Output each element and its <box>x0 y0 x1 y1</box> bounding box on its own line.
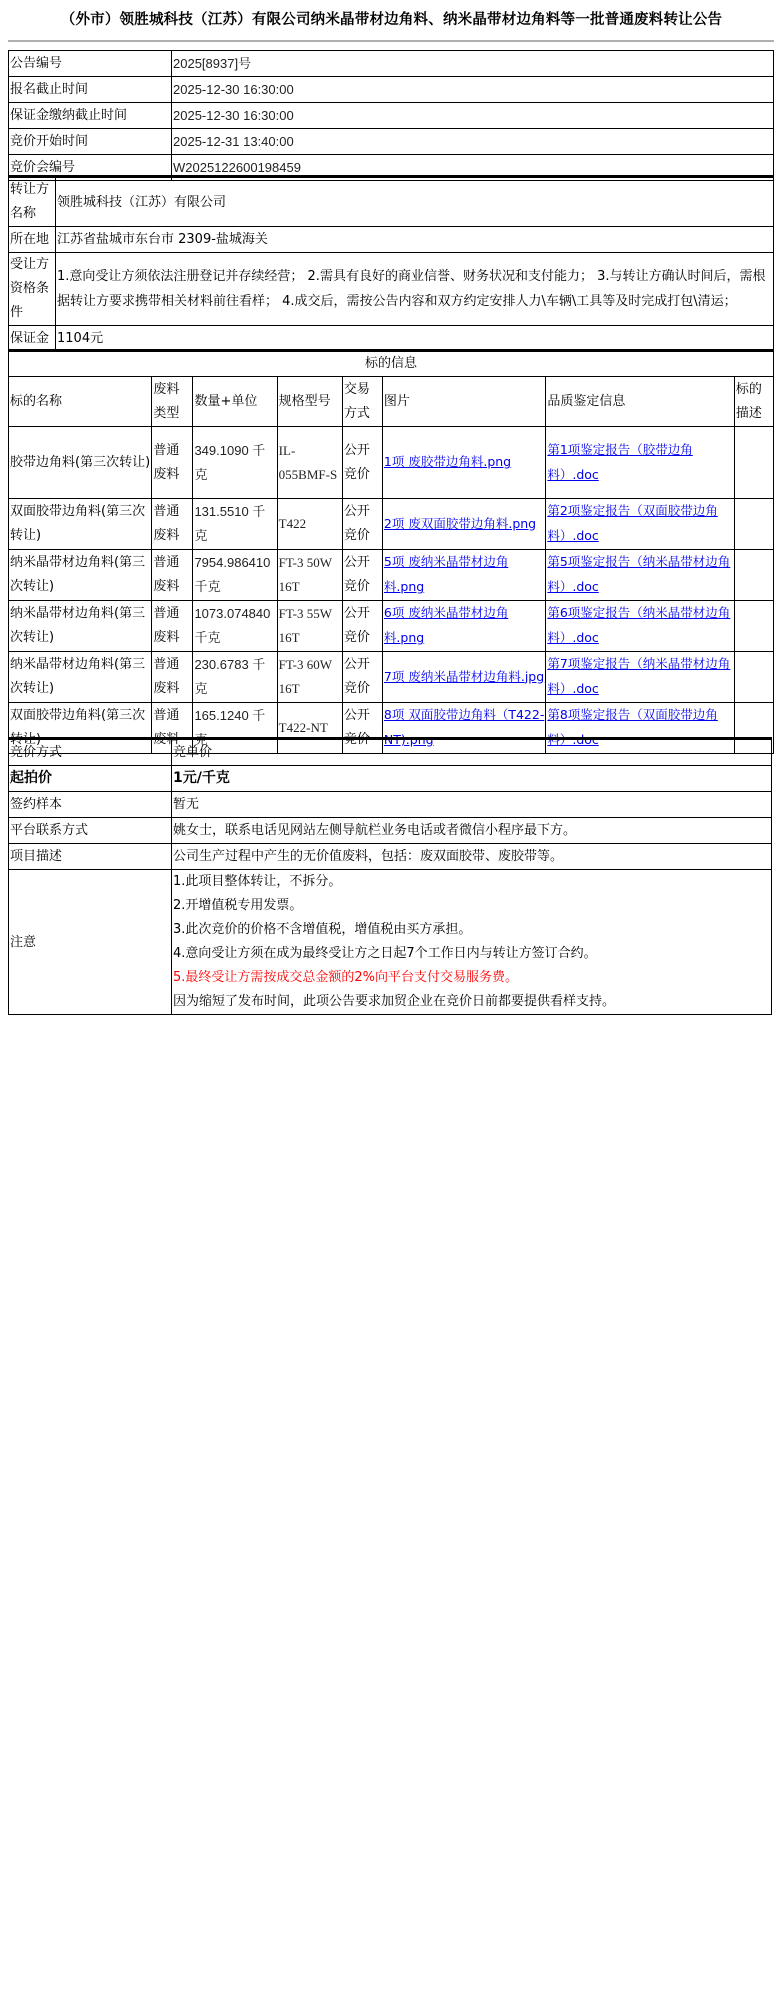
signup-deadline-label: 报名截止时间 <box>9 77 172 103</box>
lot-desc <box>734 550 773 601</box>
lot-type: 普通废料 <box>152 601 193 652</box>
lot-qty: 1073.074840千克 <box>193 601 277 652</box>
lot-mode: 公开竞价 <box>342 652 382 703</box>
lot-image-link[interactable]: 7项 废纳米晶带材边角料.jpg <box>383 668 545 684</box>
lots-section-title: 标的信息 <box>9 351 774 377</box>
lot-type: 普通废料 <box>152 703 193 754</box>
lot-qty: 7954.986410千克 <box>193 550 277 601</box>
start-price-value: 1元/千克 <box>172 766 772 792</box>
lot-mode: 公开竞价 <box>342 550 382 601</box>
lot-spec: IL-055BMF-S <box>277 427 342 499</box>
note-item: 4.意向受让方须在成为最终受让方之日起7个工作日内与转让方签订合约。 <box>173 946 597 961</box>
table-row <box>9 51 774 77</box>
col-header-type: 废料类型 <box>152 377 193 427</box>
col-header-name: 标的名称 <box>9 377 152 427</box>
basic-info-table <box>8 50 774 181</box>
lot-image-link[interactable]: 1项 废胶带边角料.png <box>383 454 512 469</box>
table-row <box>9 77 774 103</box>
announcement-no-label: 公告编号 <box>9 51 172 77</box>
col-header-report: 品质鉴定信息 <box>546 377 734 427</box>
table-row <box>9 499 774 550</box>
project-desc-value: 公司生产过程中产生的无价值废料，包括：废双面胶带、废胶带等。 <box>172 844 772 870</box>
lot-report-link[interactable]: 第6项鉴定报告（纳米晶带材边角料）.doc <box>547 605 731 645</box>
lot-type: 普通废料 <box>152 427 193 499</box>
qualification-value: 1.意向受让方须依法注册登记并存续经营； 2.需具有良好的商业信誉、财务状况和支付能力； 3.与转让方确认时间后，需根据转让方要求携带相关材料前往看样； 4.成交后，需按公告内容和双方约定安排人力\车辆\工具等及时完成打包\清运； <box>56 253 774 326</box>
table-row <box>9 870 772 1015</box>
location-label: 所在地 <box>9 227 56 253</box>
note-item-highlight: 5.最终受让方需按成交总金额的2%向平台支付交易服务费。 <box>173 970 519 985</box>
lot-name: 纳米晶带材边角料(第三次转让) <box>9 652 152 703</box>
deposit-deadline-label: 保证金缴纳截止时间 <box>9 103 172 129</box>
lot-name: 纳米晶带材边角料(第三次转让) <box>9 550 152 601</box>
platform-contact-value: 姚女士，联系电话见网站左侧导航栏业务电话或者微信小程序最下方。 <box>172 818 772 844</box>
col-header-spec: 规格型号 <box>277 377 342 427</box>
lot-image-link[interactable]: 8项 双面胶带边角料（T422-NT).png <box>383 707 545 747</box>
lot-mode: 公开竞价 <box>342 499 382 550</box>
section-header-row <box>9 351 774 377</box>
signup-deadline-value: 2025-12-30 16:30:00 <box>172 77 774 103</box>
lot-mode: 公开竞价 <box>342 601 382 652</box>
start-price-label: 起拍价 <box>9 766 172 792</box>
transferor-name-label: 转让方名称 <box>9 177 56 227</box>
page-title: （外市）领胜城科技（江苏）有限公司纳米晶带材边角料、纳米晶带材边角料等一批普通废料转让公告 <box>60 12 723 28</box>
table-row <box>9 792 772 818</box>
lot-desc <box>734 601 773 652</box>
announcement-no-value: 2025[8937]号 <box>172 51 774 77</box>
table-row <box>9 652 774 703</box>
table-row <box>9 844 772 870</box>
notes-label: 注意 <box>9 870 172 1015</box>
transferor-table <box>8 175 774 352</box>
lot-spec: T422-NT <box>277 703 342 754</box>
table-row <box>9 103 774 129</box>
location-value: 江苏省盐城市东台市 2309-盐城海关 <box>56 227 774 253</box>
auction-no-label: 竞价会编号 <box>9 155 172 181</box>
lot-spec: T422 <box>277 499 342 550</box>
table-row <box>9 326 774 352</box>
deposit-label: 保证金 <box>9 326 56 352</box>
lot-name: 纳米晶带材边角料(第三次转让) <box>9 601 152 652</box>
divider <box>8 40 774 42</box>
table-row <box>9 129 774 155</box>
lots-table <box>8 349 774 754</box>
lot-image-link[interactable]: 2项 废双面胶带边角料.png <box>383 515 537 531</box>
table-row <box>9 177 774 227</box>
lot-name: 胶带边角料(第三次转让) <box>9 427 152 499</box>
lot-qty: 165.1240 千克 <box>193 703 277 754</box>
lot-report-link[interactable]: 第2项鉴定报告（双面胶带边角料）.doc <box>547 503 718 543</box>
table-row <box>9 766 772 792</box>
col-header-image: 图片 <box>382 377 545 427</box>
contract-sample-label: 签约样本 <box>9 792 172 818</box>
project-desc-label: 项目描述 <box>9 844 172 870</box>
note-item: 1.此项目整体转让，不拆分。 <box>173 874 342 889</box>
lot-spec: FT-3 60W 16T <box>277 652 342 703</box>
table-row <box>9 253 774 326</box>
table-row <box>9 427 774 499</box>
platform-contact-label: 平台联系方式 <box>9 818 172 844</box>
auction-start-value: 2025-12-31 13:40:00 <box>172 129 774 155</box>
lot-image-link[interactable]: 5项 废纳米晶带材边角料.png <box>383 554 509 594</box>
lot-type: 普通废料 <box>152 652 193 703</box>
lot-spec: FT-3 55W 16T <box>277 601 342 652</box>
notes-value <box>172 870 772 1015</box>
lot-desc <box>734 499 773 550</box>
transferor-name-value: 领胜城科技（江苏）有限公司 <box>56 177 774 227</box>
deposit-deadline-value: 2025-12-30 16:30:00 <box>172 103 774 129</box>
lot-report-link[interactable]: 第7项鉴定报告（纳米晶带材边角料）.doc <box>547 656 731 696</box>
table-row <box>9 227 774 253</box>
table-row <box>9 550 774 601</box>
note-item: 因为缩短了发布时间，此项公告要求加贸企业在竞价日前都要提供看样支持。 <box>173 994 616 1009</box>
note-item: 3.此次竞价的价格不含增值税，增值税由买方承担。 <box>173 922 472 937</box>
lot-spec: FT-3 50W 16T <box>277 550 342 601</box>
lot-type: 普通废料 <box>152 499 193 550</box>
contract-sample-value: 暂无 <box>172 792 772 818</box>
auction-start-label: 竞价开始时间 <box>9 129 172 155</box>
deposit-value: 1104元 <box>56 326 774 352</box>
auction-method-value: 竞单价 <box>172 739 772 766</box>
table-row <box>9 739 772 766</box>
col-header-mode: 交易方式 <box>342 377 382 427</box>
auction-method-label: 竞价方式 <box>9 739 172 766</box>
lot-report-link[interactable]: 第8项鉴定报告（双面胶带边角料）.doc <box>547 707 718 747</box>
lot-mode: 公开竞价 <box>342 427 382 499</box>
lot-qty: 230.6783 千克 <box>193 652 277 703</box>
lot-name: 双面胶带边角料(第三次转让) <box>9 499 152 550</box>
lot-desc <box>734 652 773 703</box>
table-row <box>9 818 772 844</box>
header-row <box>9 377 774 427</box>
auction-table <box>8 737 772 1015</box>
note-item: 2.开增值税专用发票。 <box>173 898 303 913</box>
lot-qty: 349.1090 千克 <box>193 427 277 499</box>
lot-image-link[interactable]: 6项 废纳米晶带材边角料.png <box>383 605 509 645</box>
auction-no-value: W2025122600198459 <box>172 155 774 181</box>
col-header-qty: 数量+单位 <box>193 377 277 427</box>
qualification-label: 受让方资格条件 <box>9 253 56 326</box>
col-header-desc: 标的描述 <box>734 377 773 427</box>
lot-report-link[interactable]: 第1项鉴定报告（胶带边角料）.doc <box>547 441 693 482</box>
lot-qty: 131.5510 千克 <box>193 499 277 550</box>
lot-name: 双面胶带边角料(第三次转让) <box>9 703 152 754</box>
lot-report-link[interactable]: 第5项鉴定报告（纳米晶带材边角料）.doc <box>547 554 731 594</box>
lot-desc <box>734 427 773 499</box>
lot-mode: 公开竞价 <box>342 703 382 754</box>
table-row <box>9 601 774 652</box>
lot-type: 普通废料 <box>152 550 193 601</box>
